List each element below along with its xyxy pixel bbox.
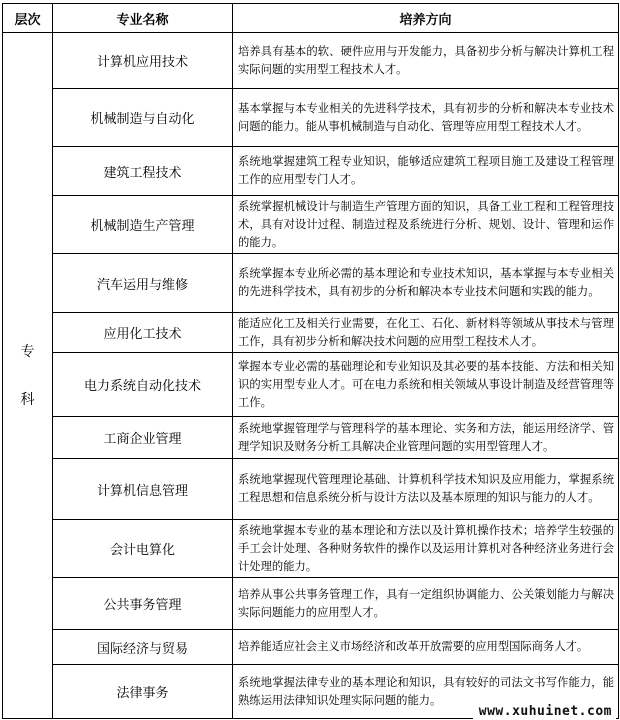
major-name: 应用化工技术 bbox=[53, 313, 233, 353]
table-row bbox=[3, 33, 619, 89]
header-major: 专业名称 bbox=[53, 4, 233, 33]
table-row bbox=[3, 254, 619, 313]
level-char: 科 bbox=[20, 391, 35, 408]
table-row bbox=[3, 578, 619, 630]
table-row bbox=[3, 313, 619, 353]
major-direction: 系统地掌握建筑工程专业知识，能够适应建筑工程项目施工及建设工程管理工作的应用型专门人才。 bbox=[233, 147, 619, 196]
table-row bbox=[3, 147, 619, 196]
major-direction: 系统地掌握现代管理理论基础、计算机科学技术知识及应用能力，掌握系统工程思想和信息系统分析与设计方法以及基本原理的知识与能力的人才。 bbox=[233, 459, 619, 520]
major-name: 公共事务管理 bbox=[53, 578, 233, 630]
major-name: 计算机应用技术 bbox=[53, 33, 233, 89]
major-name: 计算机信息管理 bbox=[53, 459, 233, 520]
major-direction: 系统地掌握本专业的基本理论和方法以及计算机操作技术；培养学生较强的手工会计处理、各种财务软件的操作以及运用计算机对各种经济业务进行会计处理的能力。 bbox=[233, 520, 619, 578]
major-name: 国际经济与贸易 bbox=[53, 630, 233, 665]
major-direction: 系统掌握机械设计与制造生产管理方面的知识，具备工业工程和工程管理技术，具有对设计过程、制造过程及系统进行分析、规划、设计、管理和运作的能力。 bbox=[233, 196, 619, 254]
major-direction: 系统掌握本专业所必需的基本理论和专业技术知识，基本掌握与本专业相关的先进科学技术，具有初步的分析和解决本专业技术问题和实践的能力。 bbox=[233, 254, 619, 313]
major-direction: 基本掌握与本专业相关的先进科学技术，具有初步的分析和解决本专业技术问题的能力。能从事机械制造与自动化、管理等应用型工程技术人才。 bbox=[233, 89, 619, 147]
table-row bbox=[3, 520, 619, 578]
table-row bbox=[3, 196, 619, 254]
level-cell bbox=[3, 33, 53, 719]
table-row bbox=[3, 630, 619, 665]
major-direction: 能适应化工及相关行业需要，在化工、石化、新材料等领域从事技术与管理工作，具有初步分析和解决技术问题的应用型工程技术人才。 bbox=[233, 313, 619, 353]
major-name: 法律事务 bbox=[53, 665, 233, 719]
table-row bbox=[3, 353, 619, 417]
major-direction: 掌握本专业必需的基础理论和专业知识及其必要的基本技能、方法和相关知识的实用型专业人才。可在电力系统和相关领域从事设计制造及经营管理等工作。 bbox=[233, 353, 619, 417]
major-name: 建筑工程技术 bbox=[53, 147, 233, 196]
header-direction: 培养方向 bbox=[233, 4, 619, 33]
major-direction: 培养能适应社会主义市场经济和改革开放需要的应用型国际商务人才。 bbox=[233, 630, 619, 665]
header-row bbox=[3, 4, 619, 33]
header-level: 层次 bbox=[3, 4, 53, 33]
site-watermark: www.xuhuinet.com bbox=[473, 703, 616, 720]
table-row bbox=[3, 89, 619, 147]
major-direction: 培养从事公共事务管理工作，具有一定组织协调能力、公关策划能力与解决实际问题能力的应用型人才。 bbox=[233, 578, 619, 630]
majors-table bbox=[2, 3, 619, 719]
table-row bbox=[3, 417, 619, 459]
level-char: 专 bbox=[20, 343, 35, 360]
major-name: 机械制造与自动化 bbox=[53, 89, 233, 147]
major-name: 机械制造生产管理 bbox=[53, 196, 233, 254]
major-name: 工商企业管理 bbox=[53, 417, 233, 459]
major-direction: 培养具有基本的软、硬件应用与开发能力，具备初步分析与解决计算机工程实际问题的实用型工程技术人才。 bbox=[233, 33, 619, 89]
major-name: 汽车运用与维修 bbox=[53, 254, 233, 313]
major-name: 电力系统自动化技术 bbox=[53, 353, 233, 417]
major-direction: 系统地掌握法律专业的基本理论和知识，具有较好的司法文书写作能力，能熟练运用法律知识处理实际问题的能力。 bbox=[233, 665, 619, 719]
major-direction: 系统地掌握管理学与管理科学的基本理论、实务和方法，能运用经济学、管理学知识及财务分析工具解决企业管理问题的实用型管理人才。 bbox=[233, 417, 619, 459]
major-name: 会计电算化 bbox=[53, 520, 233, 578]
table-row bbox=[3, 459, 619, 520]
